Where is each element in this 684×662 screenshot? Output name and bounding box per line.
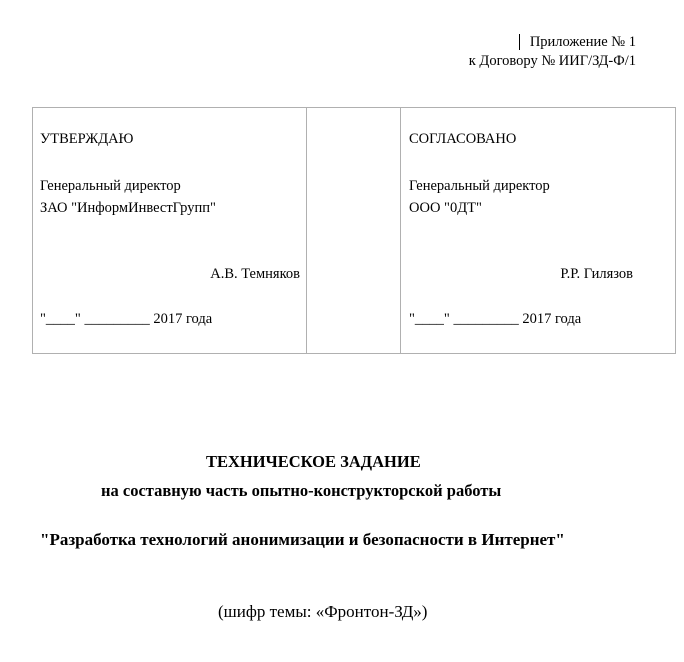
approve-position: Генеральный директор (40, 178, 181, 194)
approve-date: "____" _________ 2017 года (40, 311, 213, 327)
project-cipher[interactable]: (шифр темы: «Фронтон-ЗД») (218, 602, 428, 621)
agree-signer: Р.Р. Гилязов (560, 266, 633, 282)
project-name[interactable]: "Разработка технологий анонимизации и безопасности в Интернет" (40, 530, 565, 549)
approve-heading: УТВЕРЖДАЮ (40, 131, 134, 147)
agree-position: Генеральный директор (409, 178, 550, 194)
approve-organization: ЗАО "ИнформИнвестГрупп" (40, 200, 216, 216)
agree-position-block (409, 175, 550, 219)
approval-cell-right[interactable] (401, 108, 676, 354)
appendix-contract-reference[interactable]: к Договору № ИИГ/ЗД-Ф/1 (468, 53, 636, 69)
approve-position-block (40, 175, 216, 219)
document-subtitle[interactable]: на составную часть опытно-конструкторской работы (101, 481, 502, 500)
agree-organization: ООО "0ДТ" (409, 200, 482, 216)
approve-signer: А.В. Темняков (210, 266, 300, 282)
document-title[interactable]: ТЕХНИЧЕСКОЕ ЗАДАНИЕ (206, 452, 421, 471)
agree-date: "____" _________ 2017 года (409, 311, 582, 327)
appendix-header (469, 33, 636, 71)
approval-table (32, 107, 676, 354)
approval-cell-left[interactable] (33, 108, 307, 354)
agree-heading: СОГЛАСОВАНО (409, 131, 517, 147)
approval-cell-spacer[interactable] (307, 108, 401, 354)
appendix-number[interactable]: Приложение № 1 (529, 34, 636, 50)
